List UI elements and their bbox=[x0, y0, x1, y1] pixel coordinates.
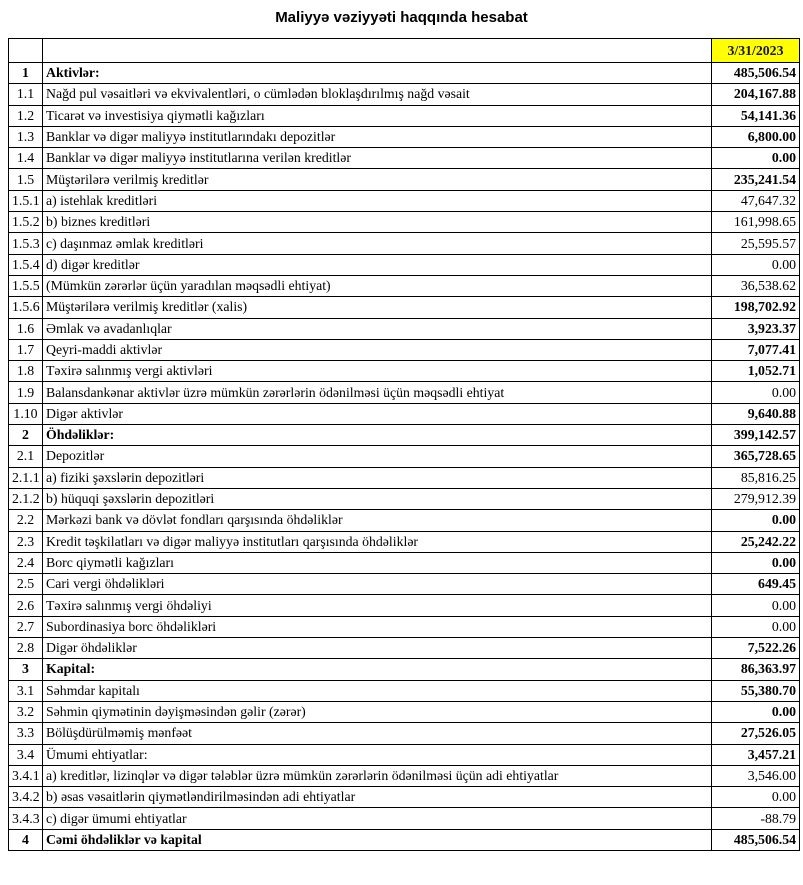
table-row bbox=[9, 829, 800, 850]
table-row bbox=[9, 808, 800, 829]
table-row bbox=[9, 425, 800, 446]
row-number-cell: 2.6 bbox=[9, 595, 43, 616]
row-number-cell: 1.7 bbox=[9, 339, 43, 360]
row-label-cell: Digər öhdəliklər bbox=[43, 638, 712, 659]
row-value-cell: 9,640.88 bbox=[712, 403, 800, 424]
row-label-cell: b) hüquqi şəxslərin depozitləri bbox=[43, 488, 712, 509]
row-label-cell: Mərkəzi bank və dövlət fondları qarşısında öhdəliklər bbox=[43, 510, 712, 531]
row-number-cell: 2 bbox=[9, 425, 43, 446]
row-number-cell: 1.3 bbox=[9, 126, 43, 147]
row-number-cell: 2.3 bbox=[9, 531, 43, 552]
table-row bbox=[9, 552, 800, 573]
row-label-cell: Banklar və digər maliyyə institutlarına verilən kreditlər bbox=[43, 148, 712, 169]
table-row bbox=[9, 446, 800, 467]
row-number-cell: 2.7 bbox=[9, 616, 43, 637]
table-row bbox=[9, 574, 800, 595]
row-number-cell: 2.5 bbox=[9, 574, 43, 595]
row-label-cell: b) biznes kreditləri bbox=[43, 212, 712, 233]
row-number-cell: 2.8 bbox=[9, 638, 43, 659]
row-value-cell: 365,728.65 bbox=[712, 446, 800, 467]
row-value-cell: 161,998.65 bbox=[712, 212, 800, 233]
header-date-cell: 3/31/2023 bbox=[712, 39, 800, 63]
page-title: Maliyyə vəziyyəti haqqında hesabat bbox=[275, 9, 528, 26]
row-value-cell: 36,538.62 bbox=[712, 275, 800, 296]
row-number-cell: 2.1.1 bbox=[9, 467, 43, 488]
row-number-cell: 2.4 bbox=[9, 552, 43, 573]
row-label-cell: Əmlak və avadanlıqlar bbox=[43, 318, 712, 339]
row-label-cell: Öhdəliklər: bbox=[43, 425, 712, 446]
financial-position-table bbox=[8, 38, 800, 851]
row-label-cell: Kapital: bbox=[43, 659, 712, 680]
row-value-cell: 399,142.57 bbox=[712, 425, 800, 446]
row-label-cell: b) əsas vəsaitlərin qiymətləndirilməsindən adi ehtiyatlar bbox=[43, 787, 712, 808]
row-number-cell: 2.1 bbox=[9, 446, 43, 467]
row-number-cell: 1.5.4 bbox=[9, 254, 43, 275]
row-label-cell: Subordinasiya borc öhdəlikləri bbox=[43, 616, 712, 637]
row-value-cell: 47,647.32 bbox=[712, 190, 800, 211]
row-value-cell: 25,595.57 bbox=[712, 233, 800, 254]
row-number-cell: 1.5.5 bbox=[9, 275, 43, 296]
table-row bbox=[9, 382, 800, 403]
row-value-cell: 0.00 bbox=[712, 148, 800, 169]
row-number-cell: 3 bbox=[9, 659, 43, 680]
row-value-cell: -88.79 bbox=[712, 808, 800, 829]
row-number-cell: 1.5.3 bbox=[9, 233, 43, 254]
row-label-cell: a) istehlak kreditləri bbox=[43, 190, 712, 211]
row-label-cell: Səhmdar kapitalı bbox=[43, 680, 712, 701]
table-row bbox=[9, 787, 800, 808]
table-row bbox=[9, 297, 800, 318]
row-value-cell: 3,923.37 bbox=[712, 318, 800, 339]
row-label-cell: Müştərilərə verilmiş kreditlər (xalis) bbox=[43, 297, 712, 318]
row-number-cell: 1.5 bbox=[9, 169, 43, 190]
row-value-cell: 279,912.39 bbox=[712, 488, 800, 509]
row-label-cell: (Mümkün zərərlər üçün yaradılan məqsədli ehtiyat) bbox=[43, 275, 712, 296]
row-value-cell: 0.00 bbox=[712, 701, 800, 722]
row-label-cell: Borc qiymətli kağızları bbox=[43, 552, 712, 573]
row-number-cell: 3.4.3 bbox=[9, 808, 43, 829]
table-row bbox=[9, 638, 800, 659]
row-label-cell: Depozitlər bbox=[43, 446, 712, 467]
row-value-cell: 3,546.00 bbox=[712, 765, 800, 786]
row-label-cell: Nağd pul vəsaitləri və ekvivalentləri, o cümlədən bloklaşdırılmış nağd vəsait bbox=[43, 84, 712, 105]
table-row bbox=[9, 701, 800, 722]
row-value-cell: 0.00 bbox=[712, 616, 800, 637]
table-row bbox=[9, 723, 800, 744]
row-value-cell: 235,241.54 bbox=[712, 169, 800, 190]
row-value-cell: 85,816.25 bbox=[712, 467, 800, 488]
row-number-cell: 1.1 bbox=[9, 84, 43, 105]
table-row bbox=[9, 531, 800, 552]
table-row bbox=[9, 63, 800, 84]
table-row bbox=[9, 254, 800, 275]
row-number-cell: 3.4.2 bbox=[9, 787, 43, 808]
header-number-cell bbox=[9, 39, 43, 63]
row-value-cell: 54,141.36 bbox=[712, 105, 800, 126]
table-body bbox=[9, 39, 800, 851]
row-number-cell: 2.1.2 bbox=[9, 488, 43, 509]
row-label-cell: Ümumi ehtiyatlar: bbox=[43, 744, 712, 765]
row-number-cell: 1.5.2 bbox=[9, 212, 43, 233]
row-value-cell: 0.00 bbox=[712, 552, 800, 573]
table-row bbox=[9, 212, 800, 233]
row-value-cell: 6,800.00 bbox=[712, 126, 800, 147]
table-row bbox=[9, 233, 800, 254]
table-row bbox=[9, 659, 800, 680]
row-number-cell: 3.4.1 bbox=[9, 765, 43, 786]
table-row bbox=[9, 105, 800, 126]
table-row bbox=[9, 616, 800, 637]
table-row bbox=[9, 403, 800, 424]
table-row bbox=[9, 680, 800, 701]
table-row bbox=[9, 744, 800, 765]
table-row bbox=[9, 339, 800, 360]
row-value-cell: 204,167.88 bbox=[712, 84, 800, 105]
row-number-cell: 3.4 bbox=[9, 744, 43, 765]
row-label-cell: Təxirə salınmış vergi öhdəliyi bbox=[43, 595, 712, 616]
row-label-cell: d) digər kreditlər bbox=[43, 254, 712, 275]
row-value-cell: 55,380.70 bbox=[712, 680, 800, 701]
row-value-cell: 0.00 bbox=[712, 510, 800, 531]
table-row bbox=[9, 488, 800, 509]
row-label-cell: Cari vergi öhdəlikləri bbox=[43, 574, 712, 595]
row-number-cell: 2.2 bbox=[9, 510, 43, 531]
table-row bbox=[9, 275, 800, 296]
row-number-cell: 3.1 bbox=[9, 680, 43, 701]
row-label-cell: Ticarət və investisiya qiymətli kağızları bbox=[43, 105, 712, 126]
row-number-cell: 3.2 bbox=[9, 701, 43, 722]
row-label-cell: Balansdankənar aktivlər üzrə mümkün zərərlərin ödənilməsi üçün məqsədli ehtiyat bbox=[43, 382, 712, 403]
table-row bbox=[9, 190, 800, 211]
row-label-cell: Kredit təşkilatları və digər maliyyə institutları qarşısında öhdəliklər bbox=[43, 531, 712, 552]
row-number-cell: 1.10 bbox=[9, 403, 43, 424]
row-value-cell: 25,242.22 bbox=[712, 531, 800, 552]
table-row bbox=[9, 169, 800, 190]
table-row bbox=[9, 361, 800, 382]
header-label-cell bbox=[43, 39, 712, 63]
table-row bbox=[9, 84, 800, 105]
row-value-cell: 0.00 bbox=[712, 787, 800, 808]
row-label-cell: Digər aktivlər bbox=[43, 403, 712, 424]
row-value-cell: 7,522.26 bbox=[712, 638, 800, 659]
table-header-row bbox=[9, 39, 800, 63]
row-value-cell: 485,506.54 bbox=[712, 829, 800, 850]
table-row bbox=[9, 595, 800, 616]
row-value-cell: 649.45 bbox=[712, 574, 800, 595]
table-row bbox=[9, 467, 800, 488]
row-number-cell: 1.4 bbox=[9, 148, 43, 169]
row-number-cell: 1.9 bbox=[9, 382, 43, 403]
row-number-cell: 1 bbox=[9, 63, 43, 84]
row-label-cell: Səhmin qiymətinin dəyişməsindən gəlir (zərər) bbox=[43, 701, 712, 722]
row-number-cell: 1.8 bbox=[9, 361, 43, 382]
row-label-cell: Cəmi öhdəliklər və kapital bbox=[43, 829, 712, 850]
row-value-cell: 7,077.41 bbox=[712, 339, 800, 360]
row-value-cell: 485,506.54 bbox=[712, 63, 800, 84]
row-label-cell: a) fiziki şəxslərin depozitləri bbox=[43, 467, 712, 488]
row-label-cell: Banklar və digər maliyyə institutlarındakı depozitlər bbox=[43, 126, 712, 147]
row-value-cell: 27,526.05 bbox=[712, 723, 800, 744]
row-label-cell: Təxirə salınmış vergi aktivləri bbox=[43, 361, 712, 382]
row-number-cell: 3.3 bbox=[9, 723, 43, 744]
row-number-cell: 1.2 bbox=[9, 105, 43, 126]
row-value-cell: 198,702.92 bbox=[712, 297, 800, 318]
row-label-cell: c) digər ümumi ehtiyatlar bbox=[43, 808, 712, 829]
row-value-cell: 3,457.21 bbox=[712, 744, 800, 765]
table-row bbox=[9, 510, 800, 531]
table-row bbox=[9, 318, 800, 339]
row-label-cell: Bölüşdürülməmiş mənfəət bbox=[43, 723, 712, 744]
table-row bbox=[9, 148, 800, 169]
table-row bbox=[9, 765, 800, 786]
row-value-cell: 1,052.71 bbox=[712, 361, 800, 382]
row-label-cell: Qeyri-maddi aktivlər bbox=[43, 339, 712, 360]
row-value-cell: 0.00 bbox=[712, 382, 800, 403]
row-number-cell: 1.5.6 bbox=[9, 297, 43, 318]
row-value-cell: 86,363.97 bbox=[712, 659, 800, 680]
row-label-cell: Aktivlər: bbox=[43, 63, 712, 84]
row-label-cell: c) daşınmaz əmlak kreditləri bbox=[43, 233, 712, 254]
table-row bbox=[9, 126, 800, 147]
row-value-cell: 0.00 bbox=[712, 595, 800, 616]
row-number-cell: 1.5.1 bbox=[9, 190, 43, 211]
row-number-cell: 1.6 bbox=[9, 318, 43, 339]
row-number-cell: 4 bbox=[9, 829, 43, 850]
row-label-cell: a) kreditlər, lizinqlər və digər tələblər üzrə mümkün zərərlərin ödənilməsi üçün adi ehtiyatlar bbox=[43, 765, 712, 786]
row-label-cell: Müştərilərə verilmiş kreditlər bbox=[43, 169, 712, 190]
row-value-cell: 0.00 bbox=[712, 254, 800, 275]
